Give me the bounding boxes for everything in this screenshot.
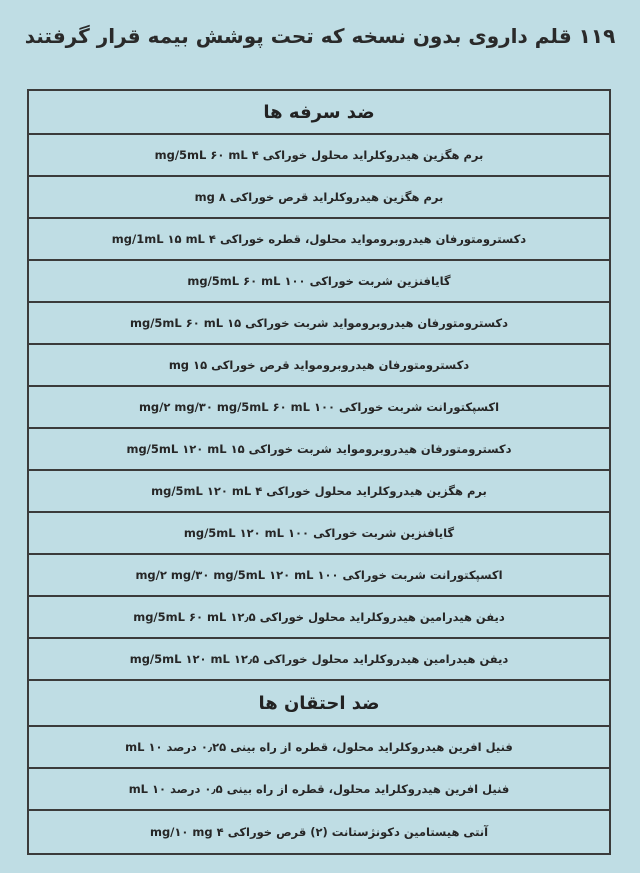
table-row: فنیل افرین هیدروکلراید محلول، قطره از راه بینی ۰٫۲۵ درصد ۱۰ mL — [29, 727, 609, 769]
table-row: برم هگزین هیدروکلراید محلول خوراکی ۴ mg/5mL ۱۲۰ mL — [29, 471, 609, 513]
page-title: ۱۱۹ قلم داروی بدون نسخه که تحت پوشش بیمه قرار گرفتند — [24, 24, 616, 48]
table-row: دکسترومتورفان هیدروبرومواید محلول، قطره خوراکی ۴ mg/1mL ۱۵ mL — [29, 219, 609, 261]
section-heading-decongestants: ضد احتقان ها — [29, 681, 609, 727]
table-row: دکسترومتورفان هیدروبرومواید شربت خوراکی ۱۵ mg/5mL ۱۲۰ mL — [29, 429, 609, 471]
table-row: دکسترومتورفان هیدروبرومواید قرص خوراکی ۱۵ mg — [29, 345, 609, 387]
table-row: فنیل افرین هیدروکلراید محلول، قطره از راه بینی ۰٫۵ درصد ۱۰ mL — [29, 769, 609, 811]
table-row: آنتی هیستامین دکونژستانت (۲) قرص خوراکی ۴ mg/۱۰ mg — [149, 825, 489, 839]
table-row: دیفن هیدرامین هیدروکلراید محلول خوراکی ۱۲٫۵ mg/5mL ۱۲۰ mL — [29, 639, 609, 681]
table-row: گایافنزین شربت خوراکی ۱۰۰ mg/5mL ۶۰ mL — [29, 261, 609, 303]
table-row: دکسترومتورفان هیدروبرومواید شربت خوراکی ۱۵ mg/5mL ۶۰ mL — [29, 303, 609, 345]
table-row: اکسپکتورانت شربت خوراکی ۱۰۰ mg/۲ mg/۳۰ mg/5mL ۶۰ mL — [29, 387, 609, 429]
table-row: اکسپکتورانت شربت خوراکی ۱۰۰ mg/۲ mg/۳۰ mg/5mL ۱۲۰ mL — [29, 555, 609, 597]
table-row: دیفن هیدرامین هیدروکلراید محلول خوراکی ۱۲٫۵ mg/5mL ۶۰ mL — [29, 597, 609, 639]
table-row: برم هگزین هیدروکلراید قرص خوراکی ۸ mg — [29, 177, 609, 219]
table-row: برم هگزین هیدروکلراید محلول خوراکی ۴ mg/5mL ۶۰ mL — [29, 135, 609, 177]
table-row: گایافنزین شربت خوراکی ۱۰۰ mg/5mL ۱۲۰ mL — [29, 513, 609, 555]
section-heading-antitussives: ضد سرفه ها — [29, 91, 609, 135]
drug-table — [27, 89, 611, 855]
